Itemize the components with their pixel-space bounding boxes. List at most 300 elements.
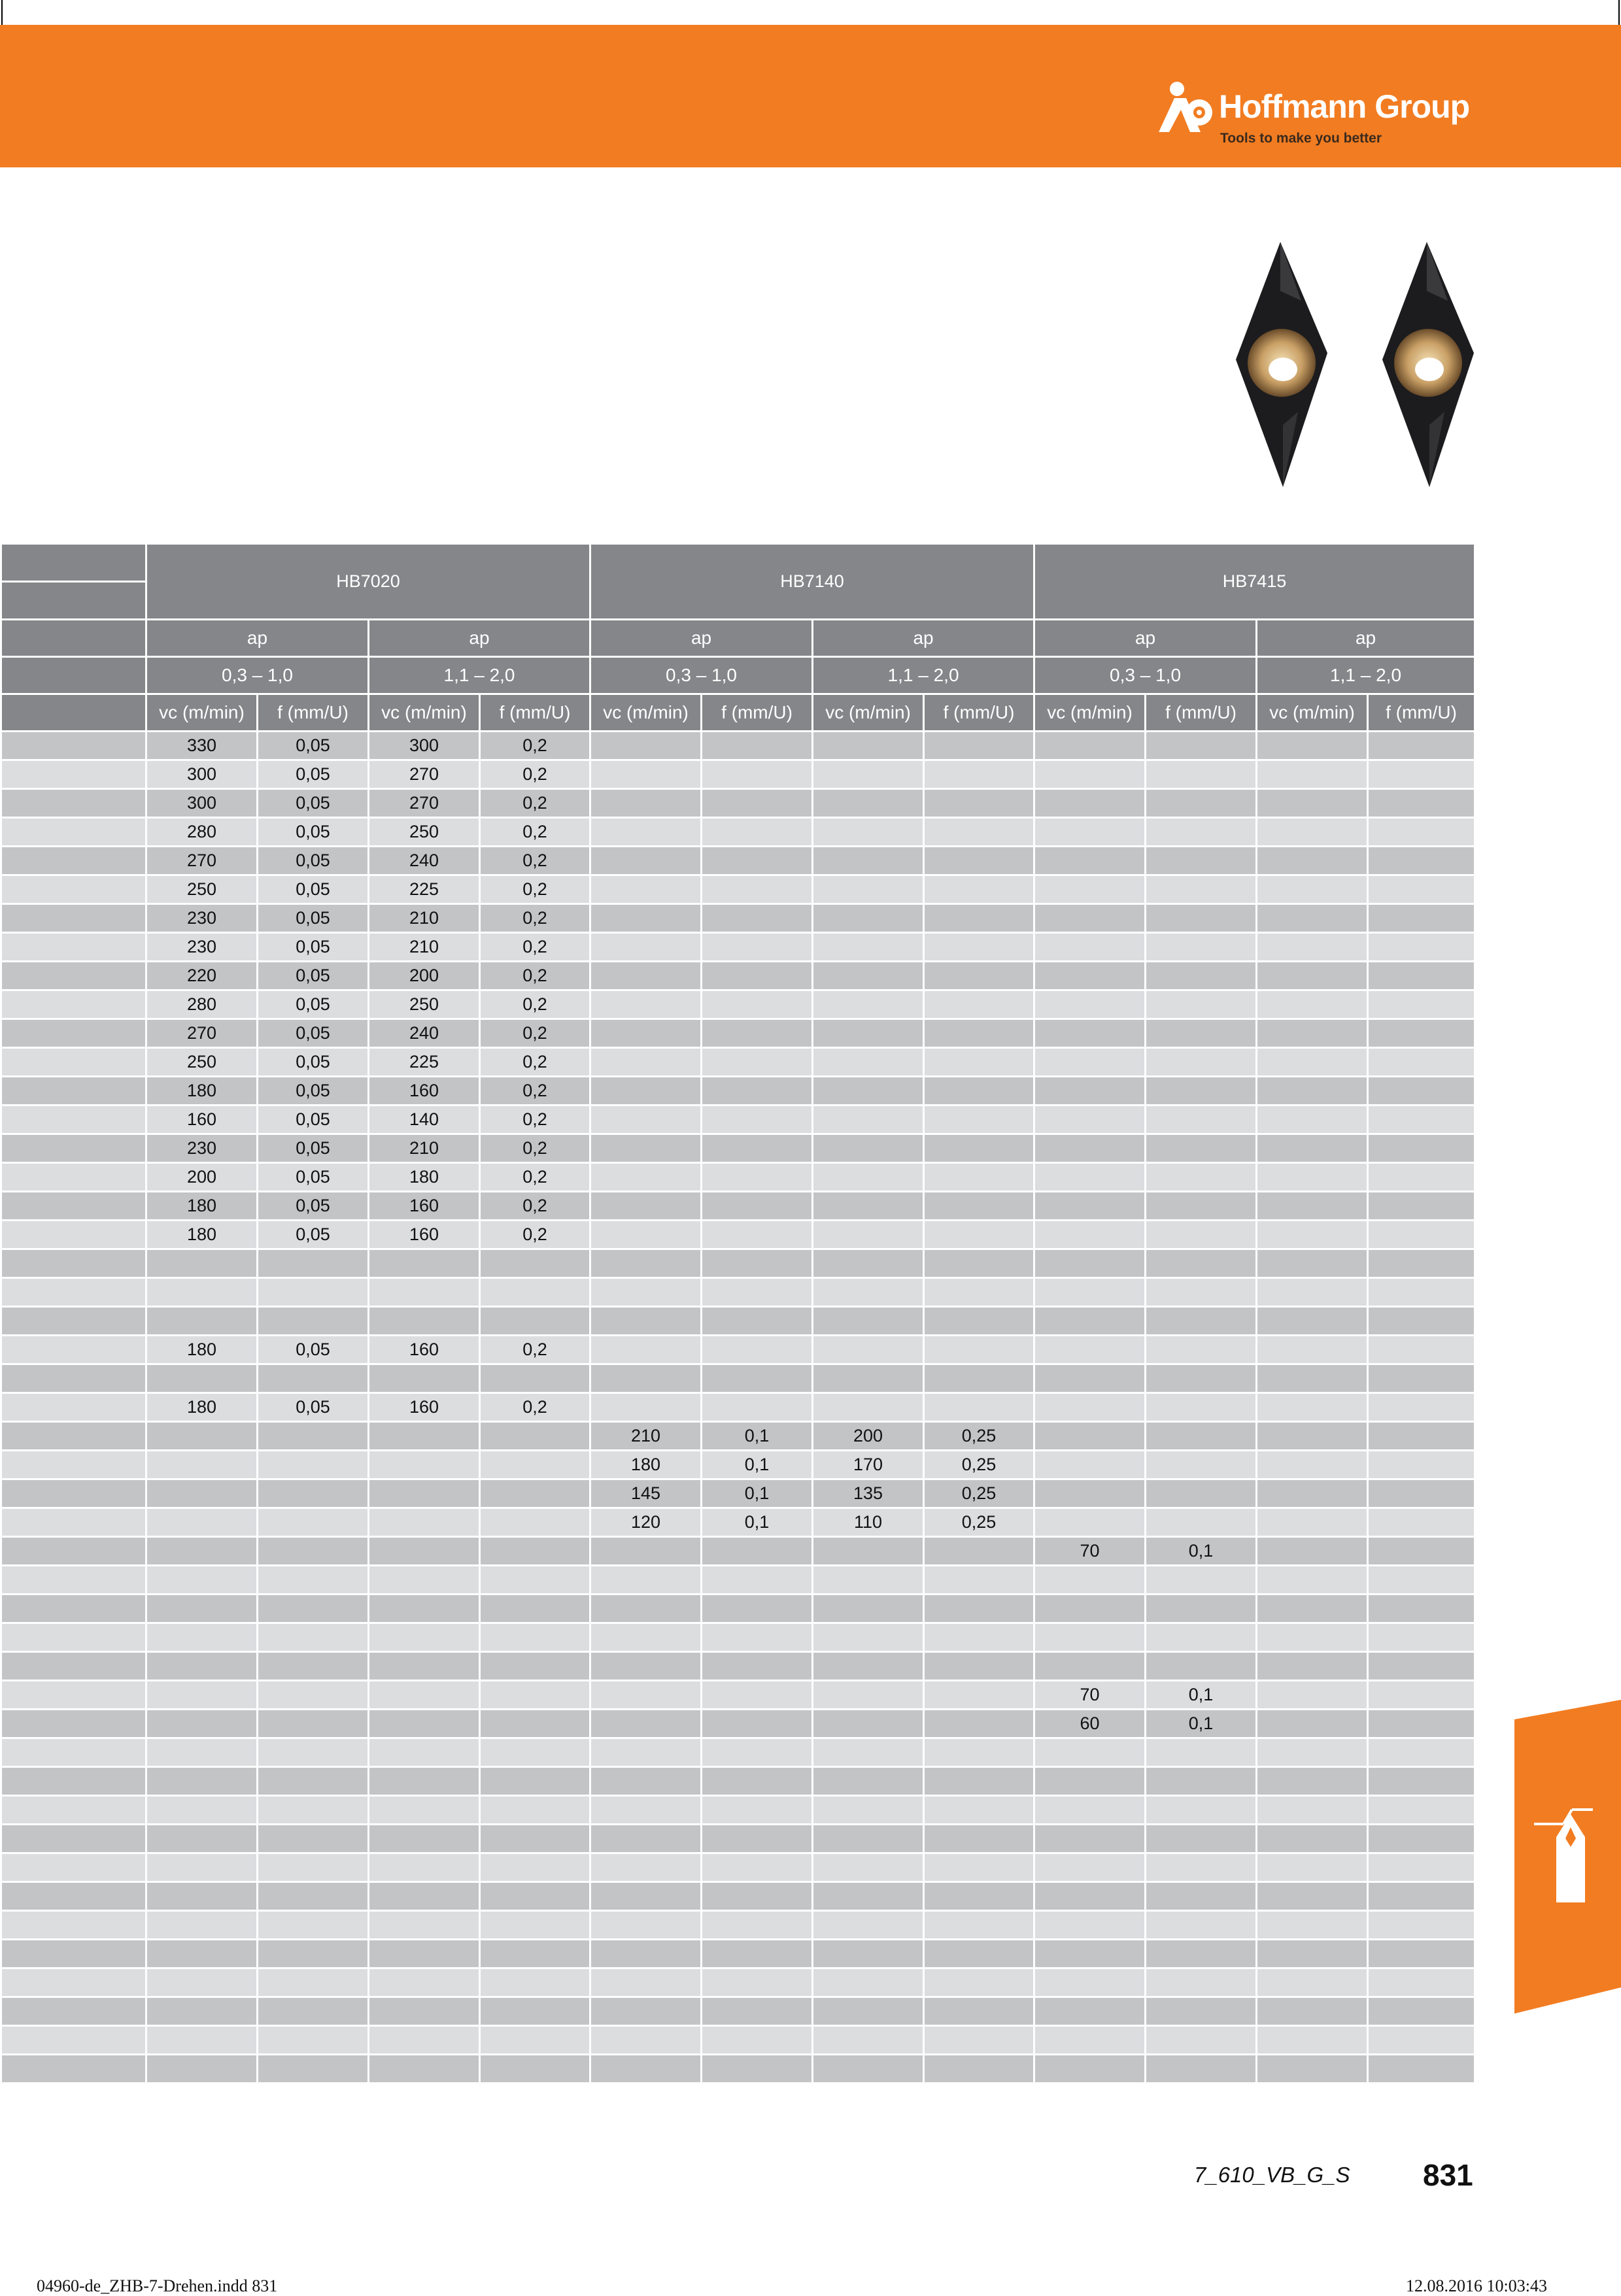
table-row [1,962,1475,990]
table-cell [1368,1652,1475,1681]
table-cell [369,1278,480,1307]
table-cell [146,2055,258,2084]
table-row [1,1106,1475,1134]
table-cell [924,847,1034,875]
table-row [1,1336,1475,1364]
table-row [1,1968,1475,1997]
table-cell [369,2026,480,2055]
table-cell [702,1393,813,1422]
table-cell [369,1307,480,1336]
table-cell: 135 [813,1479,924,1508]
table-cell [1034,847,1146,875]
table-cell: 0,25 [924,1422,1034,1451]
table-cell: 140 [369,1106,480,1134]
table-cell [1368,990,1475,1019]
table-cell [480,1940,590,1968]
table-cell [1257,1968,1368,1997]
table-cell [1257,962,1368,990]
table-cell [1034,1796,1146,1825]
table-row [1,1738,1475,1767]
table-cell [590,875,702,904]
table-cell [1257,1278,1368,1307]
table-cell [1368,732,1475,760]
table-cell [702,962,813,990]
table-cell [1146,1508,1257,1537]
table-cell [369,1652,480,1681]
table-cell [480,1796,590,1825]
table-cell: 0,2 [480,990,590,1019]
table-cell [1368,1422,1475,1451]
ap-label: ap [146,620,369,657]
table-cell [702,1336,813,1364]
table-cell: 180 [146,1192,258,1221]
table-cell [480,1882,590,1911]
table-cell [146,1623,258,1652]
table-cell: 0,1 [1146,1537,1257,1566]
table-cell [1257,1077,1368,1106]
table-cell [702,990,813,1019]
table-cell [1146,962,1257,990]
table-cell [924,1566,1034,1595]
table-cell [702,1882,813,1911]
table-cell [1034,962,1146,990]
row-label-cell [1,1738,146,1767]
table-cell: 70 [1034,1537,1146,1566]
row-label-cell [1,962,146,990]
table-cell: 180 [146,1336,258,1364]
table-cell [702,875,813,904]
table-row [1,1595,1475,1623]
table-cell [369,1738,480,1767]
table-cell: 210 [590,1422,702,1451]
table-cell [1146,1479,1257,1508]
table-cell [590,1077,702,1106]
table-row [1,1911,1475,1940]
table-cell [702,1968,813,1997]
table-cell: 0,2 [480,933,590,962]
table-cell [924,1911,1034,1940]
ap-range: 1,1 – 2,0 [813,657,1034,694]
table-cell [813,1364,924,1393]
table-cell [924,1192,1034,1221]
table-cell [1368,2026,1475,2055]
header-blank-cell [1,620,146,657]
table-cell [924,1997,1034,2026]
table-cell [1257,2055,1368,2084]
table-cell [258,1278,369,1307]
turning-inserts-image [1223,235,1484,497]
row-label-cell [1,1825,146,1853]
table-cell [813,1163,924,1192]
table-cell: 0,05 [258,904,369,933]
table-cell [590,1710,702,1738]
grade-header-hb7415: HB7415 [1034,544,1475,620]
table-cell [1257,1595,1368,1623]
table-cell [702,1278,813,1307]
table-cell [702,1738,813,1767]
table-cell [1034,760,1146,789]
table-cell [258,1681,369,1710]
table-cell [258,1853,369,1882]
table-cell [480,1508,590,1537]
table-cell: 280 [146,990,258,1019]
table-cell [1368,1623,1475,1652]
table-cell [702,1911,813,1940]
table-cell: 0,2 [480,818,590,847]
table-cell [813,1048,924,1077]
table-cell [1368,1940,1475,1968]
table-cell [813,962,924,990]
table-cell [1257,1796,1368,1825]
row-label-cell [1,1997,146,2026]
table-cell [146,1710,258,1738]
table-cell [813,1336,924,1364]
table-cell [590,1853,702,1882]
table-cell [924,1019,1034,1048]
table-cell [1257,789,1368,818]
table-cell [369,1249,480,1278]
table-cell [1034,1968,1146,1997]
table-cell [813,1968,924,1997]
table-cell [813,1853,924,1882]
table-cell: 0,2 [480,962,590,990]
table-cell [369,2055,480,2084]
table-cell [1034,1479,1146,1508]
table-row [1,1422,1475,1451]
table-cell [813,1278,924,1307]
table-row [1,1249,1475,1278]
table-cell [146,1767,258,1796]
table-cell [924,933,1034,962]
table-cell: 210 [369,1134,480,1163]
table-cell [146,1911,258,1940]
table-cell [146,2026,258,2055]
table-cell: 225 [369,1048,480,1077]
table-cell: 0,05 [258,1192,369,1221]
column-header: vc (m/min) [1034,694,1146,732]
table-cell [702,1537,813,1566]
table-cell [1368,1336,1475,1364]
table-cell [480,2055,590,2084]
table-cell: 210 [369,904,480,933]
table-cell [590,1911,702,1940]
table-cell [1368,1106,1475,1134]
table-cell [1146,2055,1257,2084]
table-cell [702,2055,813,2084]
table-cell: 0,05 [258,818,369,847]
table-cell [1146,1652,1257,1681]
table-cell: 0,2 [480,1393,590,1422]
table-row [1,1192,1475,1221]
column-header-row [1,694,1475,732]
table-cell [1368,1767,1475,1796]
table-cell [146,1825,258,1853]
table-cell [1146,1249,1257,1278]
table-cell [813,1077,924,1106]
table-cell: 240 [369,847,480,875]
table-cell: 0,2 [480,732,590,760]
table-cell [369,1796,480,1825]
table-cell [146,1566,258,1595]
crop-mark-top-left [1,0,3,25]
table-cell [369,1623,480,1652]
table-cell [369,1853,480,1882]
table-cell [1034,1106,1146,1134]
table-row [1,1479,1475,1508]
table-cell [1368,1537,1475,1566]
table-cell [590,732,702,760]
table-cell [1368,1825,1475,1853]
table-cell [924,1048,1034,1077]
table-cell: 250 [369,990,480,1019]
table-cell [258,1249,369,1278]
table-cell [702,1853,813,1882]
table-cell [702,1192,813,1221]
table-cell: 0,05 [258,990,369,1019]
row-label-cell [1,2055,146,2084]
table-cell [258,1911,369,1940]
table-row [1,1681,1475,1710]
table-cell [813,1652,924,1681]
table-cell [1257,732,1368,760]
table-row [1,1221,1475,1249]
table-cell [813,760,924,789]
table-cell: 0,05 [258,1106,369,1134]
table-cell: 0,1 [1146,1710,1257,1738]
table-cell [1368,1019,1475,1048]
table-row [1,1853,1475,1882]
table-cell [258,1479,369,1508]
column-header: vc (m/min) [590,694,702,732]
table-cell [924,732,1034,760]
table-cell [924,1364,1034,1393]
table-cell [1368,1451,1475,1479]
table-cell [590,1882,702,1911]
table-cell [924,1134,1034,1163]
table-cell [146,1422,258,1451]
table-cell [702,1364,813,1393]
table-cell [1368,1221,1475,1249]
table-cell [1146,1048,1257,1077]
table-cell [702,1307,813,1336]
table-cell: 0,1 [702,1451,813,1479]
table-cell [369,1968,480,1997]
table-cell [590,1106,702,1134]
table-cell [1146,847,1257,875]
table-cell [590,1767,702,1796]
table-cell: 0,05 [258,1077,369,1106]
table-cell [813,904,924,933]
table-cell [369,1710,480,1738]
column-header: f (mm/U) [258,694,369,732]
table-cell: 0,05 [258,875,369,904]
table-cell [1257,875,1368,904]
table-cell [1257,904,1368,933]
row-label-cell [1,1307,146,1336]
table-cell [813,1623,924,1652]
table-cell: 0,2 [480,1134,590,1163]
table-cell [146,1595,258,1623]
table-cell [590,1019,702,1048]
table-cell: 0,05 [258,760,369,789]
table-cell: 160 [369,1077,480,1106]
table-cell [702,1825,813,1853]
row-label-cell [1,1422,146,1451]
table-cell [590,1134,702,1163]
table-cell [702,789,813,818]
header-blank-cell [1,694,146,732]
table-cell [1034,1048,1146,1077]
table-cell [1257,1566,1368,1595]
table-row [1,1364,1475,1393]
table-cell: 160 [369,1192,480,1221]
table-cell [1257,1221,1368,1249]
table-cell [1368,1882,1475,1911]
table-cell [1257,1911,1368,1940]
table-cell [590,1307,702,1336]
table-cell [813,2026,924,2055]
table-cell [1146,1221,1257,1249]
ap-range: 0,3 – 1,0 [1034,657,1257,694]
table-cell [1146,1825,1257,1853]
table-cell [1034,1738,1146,1767]
table-cell [1257,1853,1368,1882]
table-cell [369,1997,480,2026]
table-cell [702,1997,813,2026]
table-cell: 200 [369,962,480,990]
table-cell: 0,1 [702,1479,813,1508]
table-cell [813,1192,924,1221]
table-cell [1368,1853,1475,1882]
table-cell [1146,1192,1257,1221]
table-cell [813,1767,924,1796]
table-cell [924,1767,1034,1796]
table-cell: 0,1 [702,1422,813,1451]
table-cell [1257,1106,1368,1134]
table-cell [258,2055,369,2084]
table-cell [1034,732,1146,760]
table-cell [1034,904,1146,933]
table-row [1,933,1475,962]
table-cell [369,1364,480,1393]
row-label-cell [1,1767,146,1796]
table-cell [1034,1623,1146,1652]
table-cell [1146,933,1257,962]
table-cell [1368,1566,1475,1595]
table-cell [1034,1192,1146,1221]
header-blank-cell [1,544,146,582]
table-cell [369,1566,480,1595]
table-cell [1034,1364,1146,1393]
table-cell: 145 [590,1479,702,1508]
table-cell [924,1336,1034,1364]
table-cell [924,1106,1034,1134]
table-cell [1257,1336,1368,1364]
table-row [1,1566,1475,1595]
print-slug-date: 12.08.2016 10:03:43 [1406,2276,1547,2295]
header-blank-cell [1,657,146,694]
table-cell [813,1566,924,1595]
table-cell: 250 [146,875,258,904]
table-cell [1368,1393,1475,1422]
table-cell [1368,789,1475,818]
catalog-code: 7_610_VB_G_S [1194,2163,1350,2187]
table-cell [480,1422,590,1451]
table-cell [480,1566,590,1595]
column-header: f (mm/U) [924,694,1034,732]
table-cell [1257,1681,1368,1710]
grade-header-hb7020: HB7020 [146,544,590,620]
table-cell [369,1595,480,1623]
row-label-cell [1,904,146,933]
table-cell [1034,1422,1146,1451]
table-cell: 0,05 [258,933,369,962]
table-cell [146,1796,258,1825]
table-cell [1034,818,1146,847]
row-label-cell [1,1048,146,1077]
table-cell [146,1853,258,1882]
table-cell [1034,990,1146,1019]
table-cell: 0,05 [258,1134,369,1163]
table-cell [1368,1997,1475,2026]
table-cell [480,1738,590,1767]
turning-section-tab [1514,1700,1621,2014]
table-cell: 0,05 [258,732,369,760]
table-cell [480,1307,590,1336]
table-cell: 280 [146,818,258,847]
table-cell [1034,1393,1146,1422]
table-cell [590,789,702,818]
table-cell [1257,1249,1368,1278]
row-label-cell [1,1595,146,1623]
table-cell [1146,760,1257,789]
table-row [1,875,1475,904]
table-cell: 0,05 [258,1048,369,1077]
table-cell [813,1221,924,1249]
table-cell [480,1595,590,1623]
table-cell [1034,1019,1146,1048]
table-cell [1257,1652,1368,1681]
page-number: 831 [1423,2158,1473,2192]
table-cell [1257,990,1368,1019]
table-cell [813,732,924,760]
table-cell [924,1393,1034,1422]
table-cell: 270 [369,789,480,818]
table-cell: 240 [369,1019,480,1048]
table-cell [813,1997,924,2026]
table-cell: 270 [146,1019,258,1048]
table-cell [702,1566,813,1595]
table-cell [1257,1710,1368,1738]
table-cell: 250 [146,1048,258,1077]
table-cell [146,1997,258,2026]
hoffmann-logo [1155,72,1482,150]
table-cell [1146,1566,1257,1595]
table-cell [1257,1019,1368,1048]
ap-label: ap [369,620,590,657]
table-cell: 0,05 [258,1393,369,1422]
table-cell [1146,1077,1257,1106]
table-cell [1257,1134,1368,1163]
table-cell [590,1997,702,2026]
table-cell [1146,875,1257,904]
table-cell [369,1451,480,1479]
table-cell [590,1968,702,1997]
row-label-cell [1,1451,146,1479]
row-label-cell [1,1364,146,1393]
table-row [1,1997,1475,2026]
table-cell [813,1134,924,1163]
